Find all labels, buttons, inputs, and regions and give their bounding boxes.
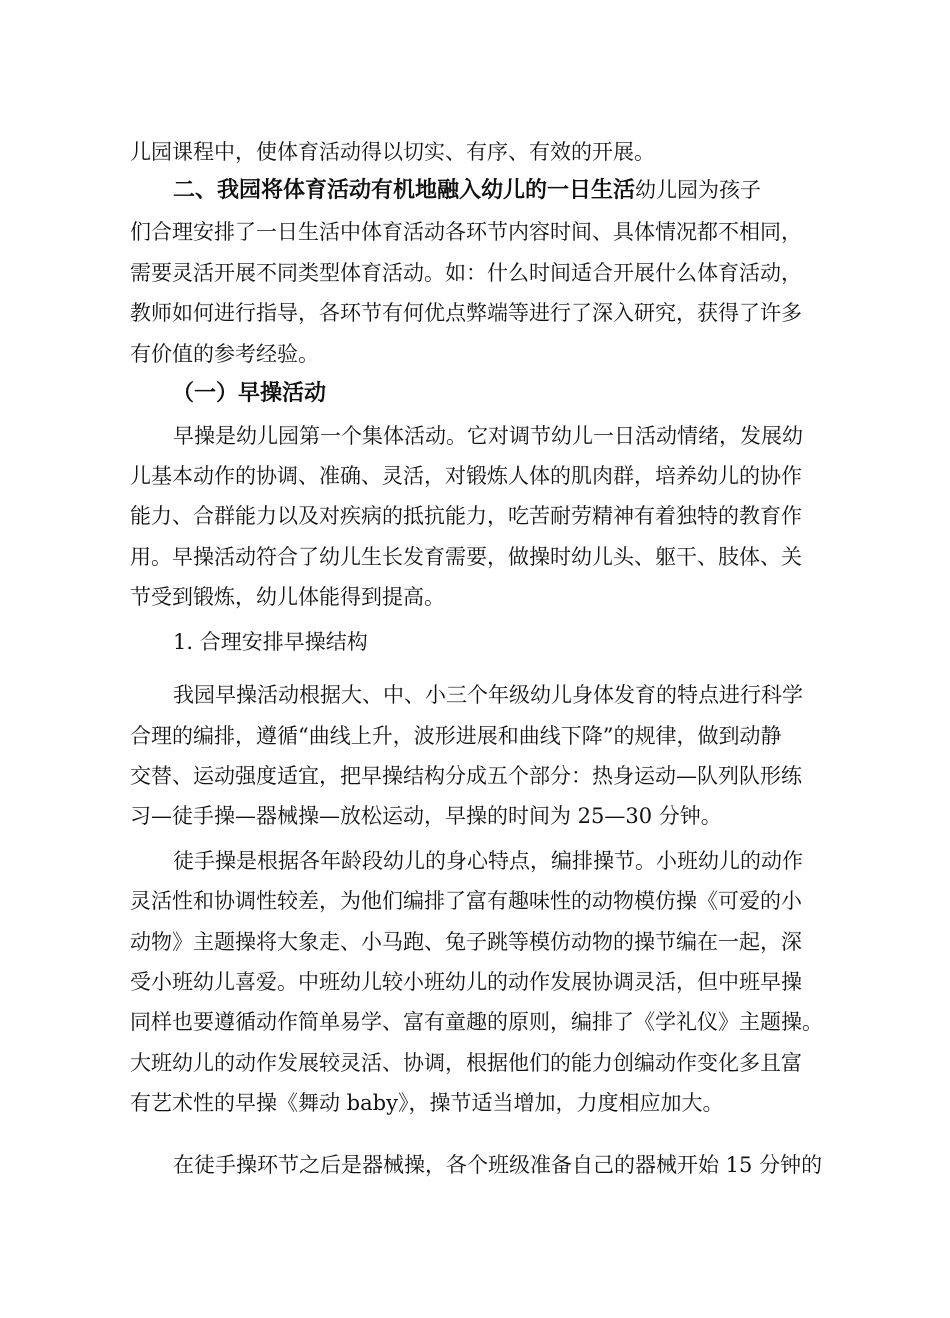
paragraph-line: 儿基本动作的协调、准确、灵活，对锻炼人体的肌肉群，培养幼儿的协作 — [130, 464, 802, 488]
paragraph-line: 合理的编排，遵循“曲线上升，波形进展和曲线下降”的规律，做到动静 — [130, 724, 782, 748]
paragraph-line: 交替、运动强度适宜，把早操结构分成五个部分：热身运动—队列队形练 — [130, 764, 802, 788]
section-heading-title: 二、我园将体育活动有机地融入幼儿的一日生活 — [173, 178, 636, 203]
paragraph-line: 早操是幼儿园第一个集体活动。它对调节幼儿一日活动情绪，发展幼 — [173, 424, 803, 448]
paragraph-line: 们合理安排了一日生活中体育活动各环节内容时间、具体情况都不相同， — [130, 220, 802, 244]
paragraph-line: 在徒手操环节之后是器械操，各个班级准备自己的器械开始 15 分钟的 — [173, 1153, 823, 1177]
paragraph-line: 动物》主题操将大象走、小马跑、兔子跳等模仿动物的操节编在一起，深 — [130, 930, 802, 954]
paragraph-line: 我园早操活动根据大、中、小三个年级幼儿身体发育的特点进行科学 — [173, 683, 803, 707]
paragraph-line: 需要灵活开展不同类型体育活动。如：什么时间适合开展什么体育活动， — [130, 261, 802, 285]
paragraph-line: 有价值的参考经验。 — [130, 342, 319, 366]
subsection-heading: （一）早操活动 — [172, 381, 327, 406]
paragraph-line: 用。早操活动符合了幼儿生长发育需要，做操时幼儿头、躯干、肢体、关 — [130, 545, 802, 569]
paragraph-line: 习—徒手操—器械操—放松运动，早操的时间为 25—30 分钟。 — [130, 804, 722, 828]
section-heading-tail: 幼儿园为孩子 — [635, 178, 762, 202]
section-heading — [173, 176, 761, 205]
paragraph-line: 大班幼儿的动作发展较灵活、协调，根据他们的能力创编动作变化多且富 — [130, 1051, 802, 1075]
paragraph-line: 教师如何进行指导，各环节有何优点弊端等进行了深入研究，获得了许多 — [130, 301, 802, 325]
numbered-heading: 1. 合理安排早操结构 — [173, 630, 368, 654]
paragraph-line: 能力、合群能力以及对疾病的抵抗能力，吃苦耐劳精神有着独特的教育作 — [130, 504, 802, 528]
paragraph-line: 节受到锻炼，幼儿体能得到提高。 — [130, 585, 445, 609]
paragraph-line: 同样也要遵循动作简单易学、富有童趣的原则，编排了《学礼仪》主题操。 — [130, 1010, 823, 1034]
paragraph-line: 儿园课程中，使体育活动得以切实、有序、有效的开展。 — [130, 140, 655, 164]
paragraph-line: 有艺术性的早操《舞动 baby》，操节适当增加，力度相应加大。 — [130, 1091, 724, 1115]
paragraph-line: 受小班幼儿喜爱。中班幼儿较小班幼儿的动作发展协调灵活，但中班早操 — [130, 970, 802, 994]
paragraph-line: 灵活性和协调性较差，为他们编排了富有趣味性的动物模仿操《可爱的小 — [130, 889, 802, 913]
paragraph-line: 徒手操是根据各年龄段幼儿的身心特点，编排操节。小班幼儿的动作 — [173, 849, 803, 873]
